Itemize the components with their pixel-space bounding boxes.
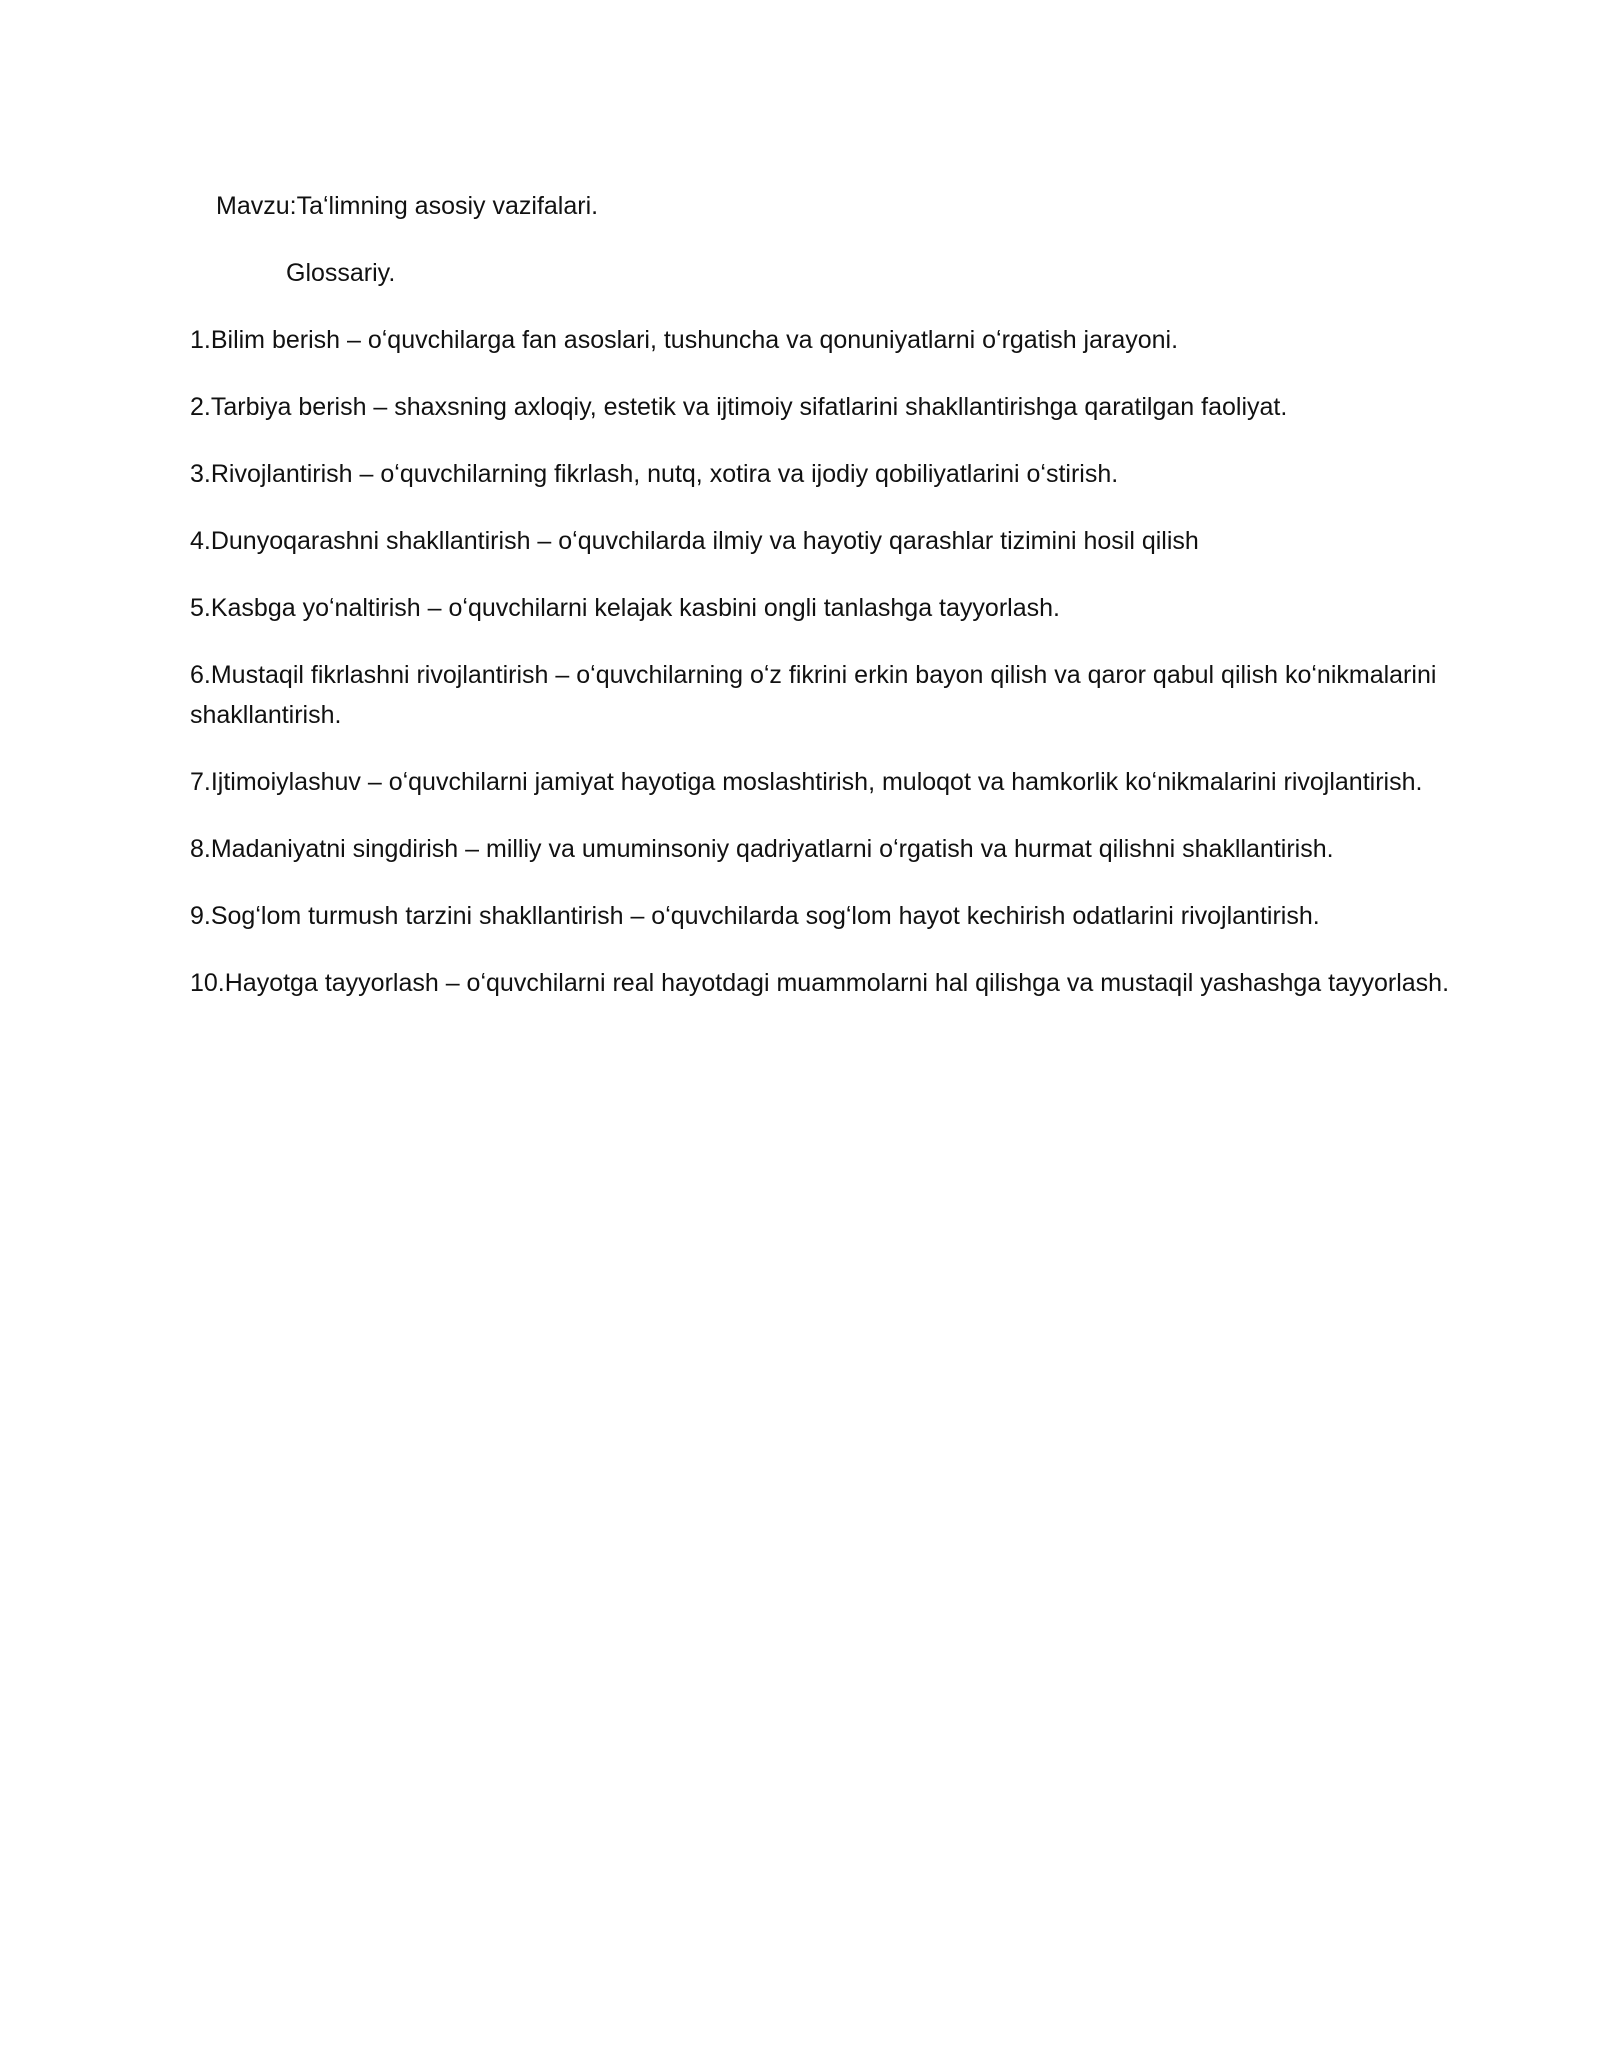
glossary-entry: 6.Mustaqil fikrlashni rivojlantirish – oʻquvchilarning oʻz fikrini erkin bayon qilish va qaror qabul qilish koʻnikmalarini shakllantirish. xyxy=(190,661,1437,729)
glossary-entry: 8.Madaniyatni singdirish – milliy va umuminsoniy qadriyatlarni oʻrgatish va hurmat qilishni shakllantirish. xyxy=(190,835,1334,863)
glossary-list xyxy=(190,320,1450,1003)
document-body xyxy=(190,186,1450,1030)
glossary-entry: 10.Hayotga tayyorlash – oʻquvchilarni real hayotdagi muammolarni hal qilishga va mustaqil yashashga tayyorlash. xyxy=(190,969,1450,997)
document-topic: Mavzu:Taʻlimning asosiy vazifalari. xyxy=(216,192,599,220)
glossary-entry: 3.Rivojlantirish – oʻquvchilarning fikrlash, nutq, xotira va ijodiy qobiliyatlarini oʻstirish. xyxy=(190,460,1119,488)
glossary-entry: 7.Ijtimoiylashuv – oʻquvchilarni jamiyat hayotiga moslashtirish, muloqot va hamkorlik koʻnikmalarini rivojlantirish. xyxy=(190,768,1423,796)
glossary-heading: Glossariy. xyxy=(286,259,396,287)
glossary-entry: 9.Sogʻlom turmush tarzini shakllantirish – oʻquvchilarda sogʻlom hayot kechirish odatlarini rivojlantirish. xyxy=(190,902,1320,930)
glossary-entry: 2.Tarbiya berish – shaxsning axloqiy, estetik va ijtimoiy sifatlarini shakllantirishga qaratilgan faoliyat. xyxy=(190,393,1288,421)
glossary-entry: 4.Dunyoqarashni shakllantirish – oʻquvchilarda ilmiy va hayotiy qarashlar tizimini hosil qilish xyxy=(190,527,1199,555)
glossary-entry: 5.Kasbga yoʻnaltirish – oʻquvchilarni kelajak kasbini ongli tanlashga tayyorlash. xyxy=(190,594,1060,622)
glossary-entry: 1.Bilim berish – oʻquvchilarga fan asoslari, tushuncha va qonuniyatlarni oʻrgatish jarayoni. xyxy=(190,326,1179,354)
